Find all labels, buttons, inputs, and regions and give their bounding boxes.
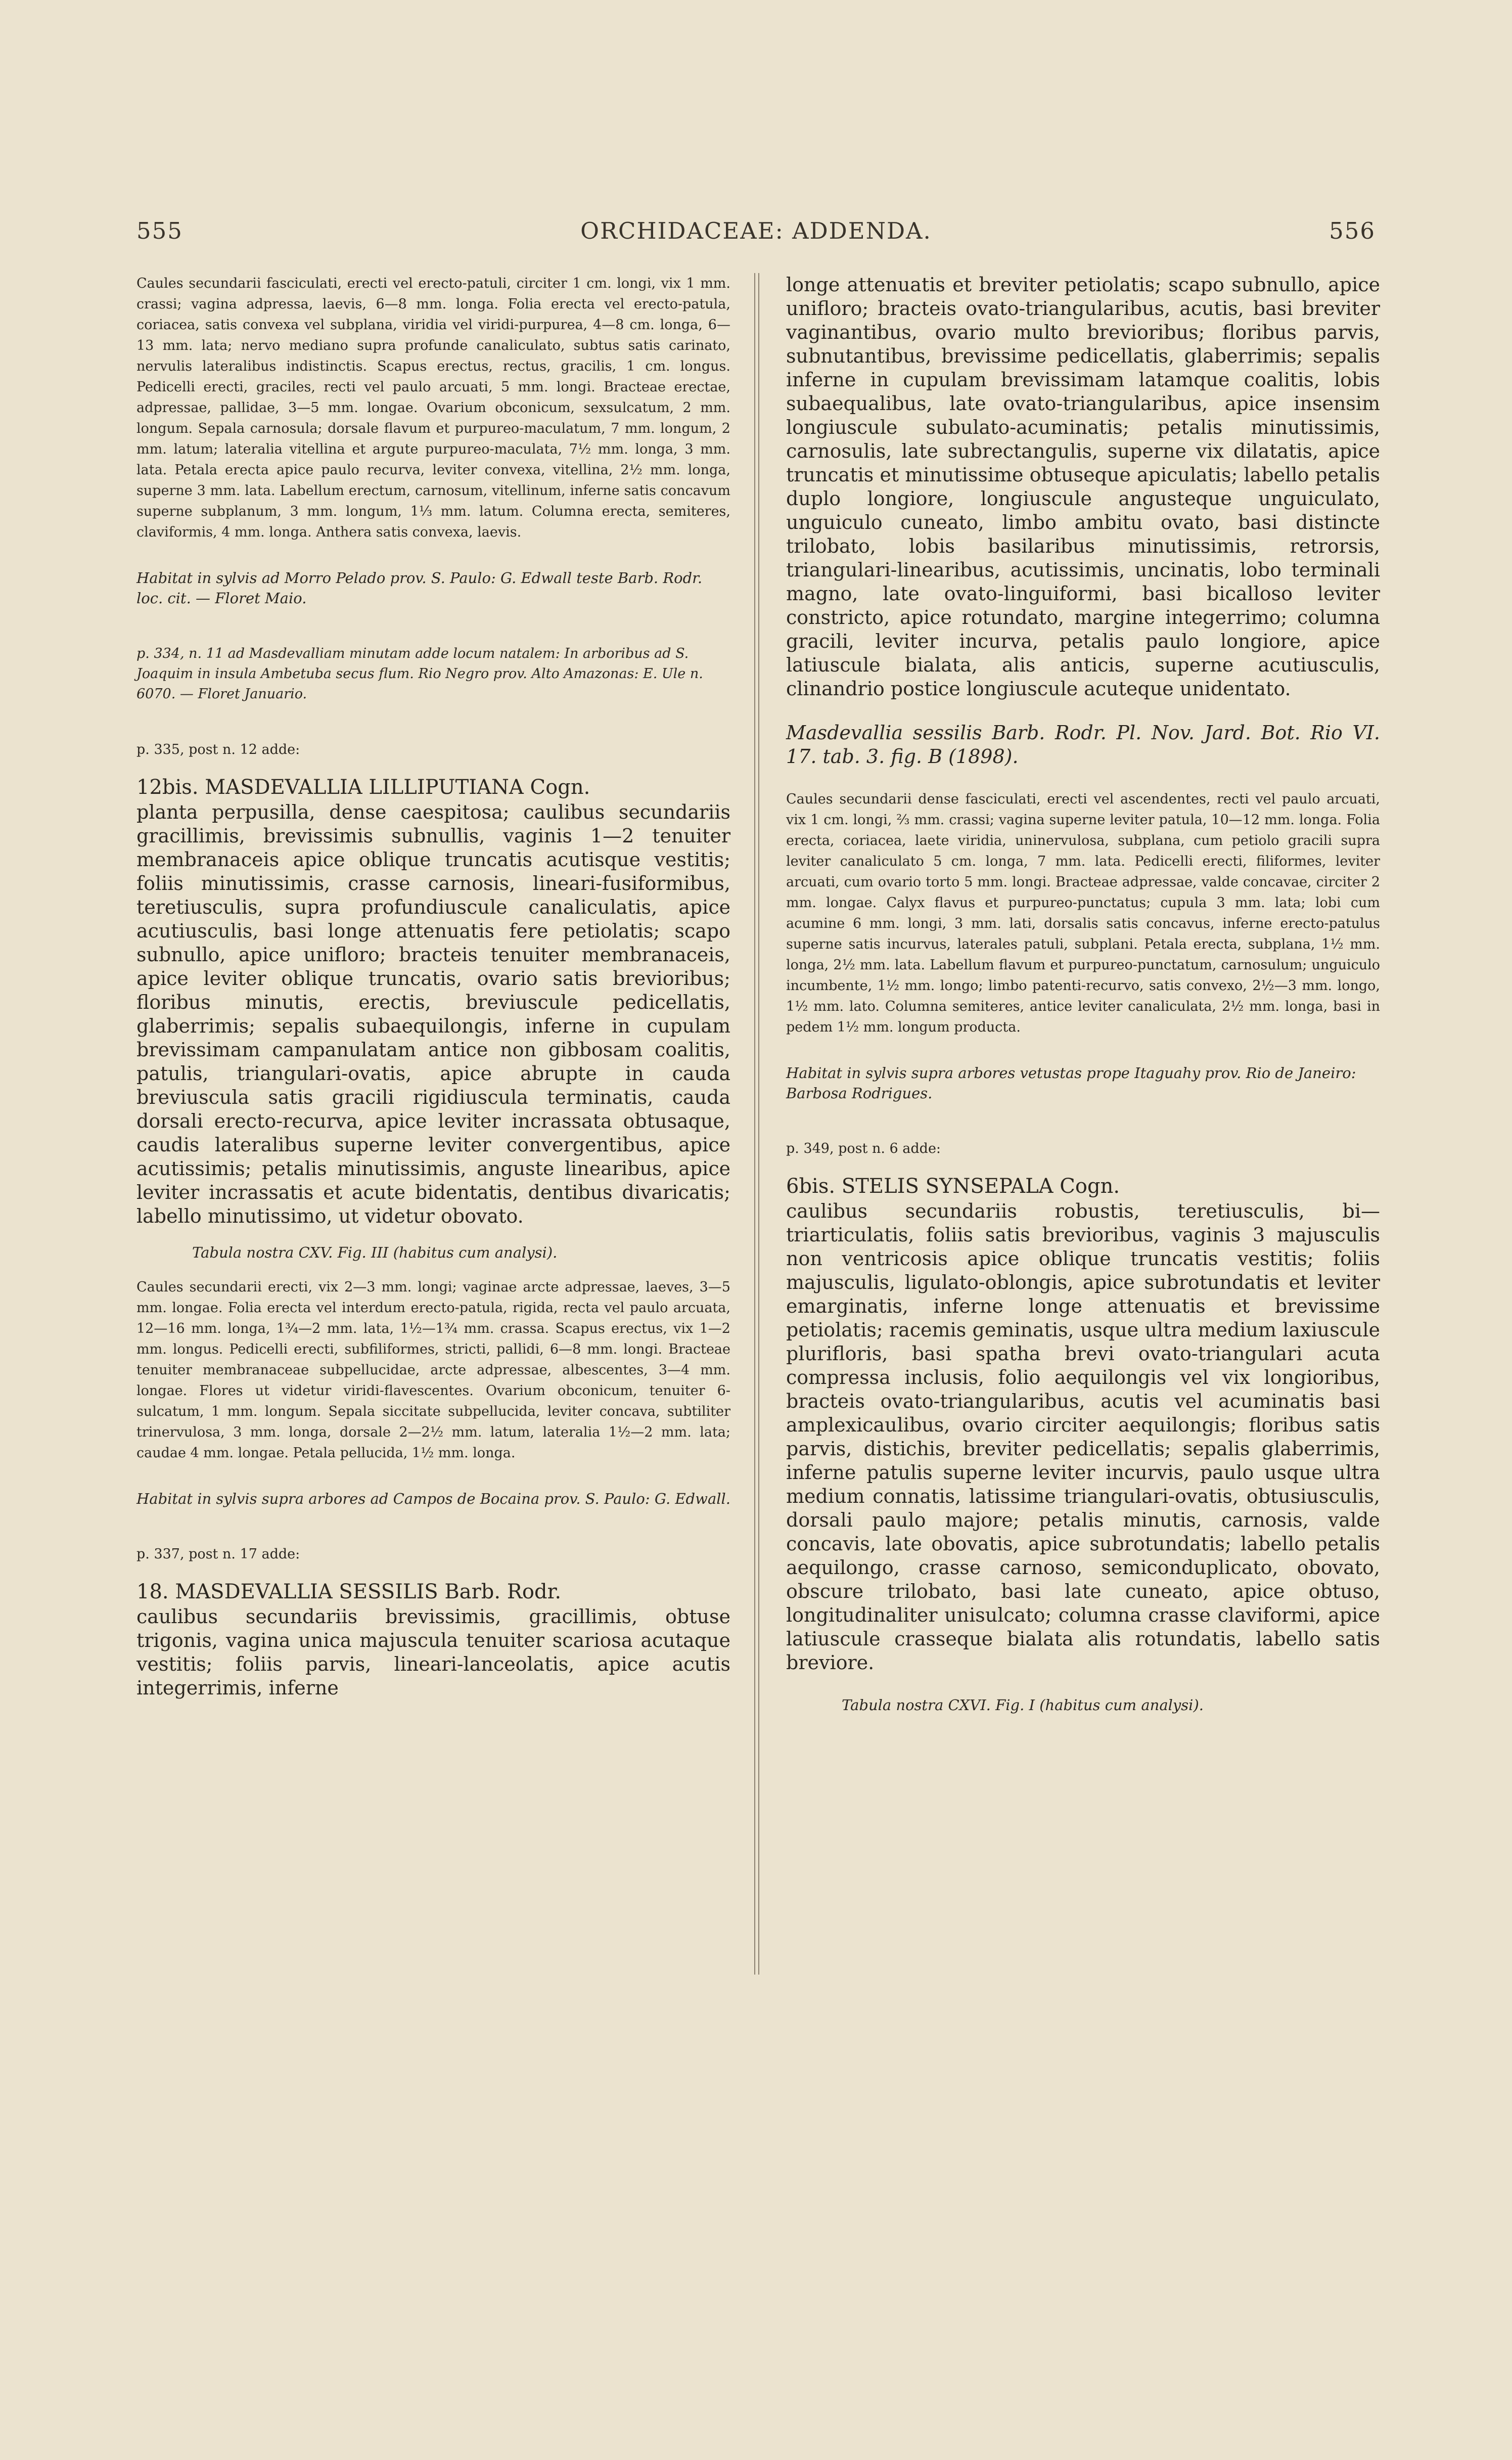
habitat-note: Habitat in sylvis supra arbores vetustas prope Itaguahy prov. Rio de Janeiro: Barbosa Rodrigues.	[786, 1064, 1356, 1102]
description-paragraph: Caules secundarii fasciculati, erecti vel erecto-patuli, circiter 1 cm. longi, vix 1 mm. crassi; vagina adpressa, laevis, 6—8 mm. longa. Folia erecta vel erecto-patula, coriacea, satis convexa vel subplana, viridia vel viridi-purpurea, 4—8 cm. longa, 6—13 mm. lata; nervo mediano supra profunde canaliculato, subtus satis carinato, nervulis lateralibus indistinctis. Scapus erectus, rectus, gracilis, 1 cm. longus. Pedicelli erecti, graciles, recti vel paulo arcuati, 5 mm. longi. Bracteae erectae, adpressae, pallidae, 3—5 mm. longae. Ovarium obconicum, sexsulcatum, 2 mm. longum. Sepala carnosula; dorsale flavum et purpureo-maculatum, 7 mm. longum, 2 mm. latum; lateralia vitellina et argute purpureo-maculata, 7½ mm. longa, 3 mm. lata. Petala erecta apice paulo recurva, leviter convexa, vitellina, 2½ mm. longa, superne 3 mm. lata. Labellum erectum, carnosum, vitellinum, inferne satis concavum superne subplanum, 3 mm. longum, 1⅓ mm. latum. Columna erecta, semiteres, claviformis, 4 mm. longa. Anthera satis convexa, laevis.	[136, 276, 730, 540]
species-heading: 6bis. STELIS SYNSEPALA Cogn.	[786, 1175, 1120, 1198]
left-column	[136, 273, 730, 1700]
page-header	[136, 217, 1376, 253]
addendum-reference: p. 334, n. 11 ad Masdevalliam minutam adde locum natalem: In arboribus ad S. Joaquim in insula Ambetuba secus flum. Rio Negro prov. Alto Amazonas: E. Ule n. 6070. — Floret Januario.	[136, 646, 703, 702]
habitat-note: Habitat in sylvis ad Morro Pelado prov. S. Paulo: G. Edwall teste Barb. Rodr. loc. cit. — Floret Maio.	[136, 569, 703, 607]
species-description: planta perpusilla, dense caespitosa; caulibus secundariis gracillimis, brevissimis subnullis, vaginis 1—2 tenuiter membranaceis apice oblique truncatis acutisque vestitis; foliis minutissimis, crasse carnosis, lineari-fusiformibus, teretiusculis, supra profundiuscule canaliculatis, apice acutiusculis, basi longe attenuatis fere petiolatis; scapo subnullo, apice unifloro; bracteis tenuiter membranaceis, apice leviter oblique truncatis, ovario satis brevioribus; floribus minutis, erectis, breviuscule pedicellatis, glaberrimis; sepalis subaequilongis, inferne in cupulam brevissimam campanulatam antice non gibbosam coalitis, patulis, triangulari-ovatis, apice abrupte in cauda breviuscula satis gracili rigidiuscula terminatis, cauda dorsali erecto-recurva, apice leviter incrassata obtusaque, caudis lateralibus superne leviter convergentibus, apice acutissimis; petalis minutissimis, anguste linearibus, apice leviter incrassatis et acute bidentatis, dentibus divaricatis; labello minutissimo, ut videtur obovato.	[136, 801, 730, 1227]
description-paragraph: Caules secundarii erecti, vix 2—3 mm. longi; vaginae arcte adpressae, laeves, 3—5 mm. longae. Folia erecta vel interdum erecto-patula, rigida, recta vel paulo arcuata, 12—16 mm. longa, 1¾—2 mm. lata, 1½—1¾ mm. crassa. Scapus erectus, vix 1—2 mm. longus. Pedicelli erecti, subfiliformes, stricti, pallidi, 6—8 mm. longi. Bracteae tenuiter membranaceae subpellucidae, arcte adpressae, albescentes, 3—4 mm. longae. Flores ut videtur viridi-flavescentes. Ovarium obconicum, tenuiter 6-sulcatum, 1 mm. longum. Sepala siccitate subpellucida, leviter concava, subtiliter trinervulosa, 3 mm. longa, dorsale 2—2½ mm. latum, lateralia 1½—2 mm. lata; caudae 4 mm. longae. Petala pellucida, 1½ mm. longa.	[136, 1279, 730, 1461]
species-heading: 12bis. MASDEVALLIA LILLIPUTIANA Cogn.	[136, 776, 590, 799]
species-description: longe attenuatis et breviter petiolatis; scapo subnullo, apice unifloro; bracteis ovato-triangularibus, acutis, basi breviter vaginantibus, ovario multo brevioribus; floribus parvis, subnutantibus, brevissime pedicellatis, glaberrimis; sepalis inferne in cupulam brevissimam latamque coalitis, lobis subaequalibus, late ovato-triangularibus, apice insensim longiuscule subulato-acuminatis; petalis minutissimis, carnosulis, late subrectangulis, superne vix dilatatis, apice truncatis et minutissime obtuseque apiculatis; labello petalis duplo longiore, longiuscule angusteque unguiculato, unguiculo cuneato, limbo ambitu ovato, basi distincte trilobato, lobis basilaribus minutissimis, retrorsis, triangulari-linearibus, acutissimis, uncinatis, lobo terminali magno, late ovato-linguiformi, basi bicalloso leviter constricto, apice rotundato, margine integerrimo; columna gracili, leviter incurva, petalis paulo longiore, apice latiuscule bialata, alis anticis, superne acutiusculis, clinandrio postice longiuscule acuteque unidentato.	[786, 274, 1380, 700]
species-heading: 18. MASDEVALLIA SESSILIS Barb. Rodr.	[136, 1580, 562, 1603]
page-number-right: 556	[1329, 217, 1376, 244]
column-divider	[754, 273, 759, 1975]
plate-reference: Tabula nostra CXVI. Fig. I (habitus cum analysi).	[842, 1696, 1204, 1714]
synonym-citation: Masdevallia sessilis Barb. Rodr. Pl. Nov. Jard. Bot. Rio VI. 17. tab. 3. fig. B (1898).	[786, 722, 1380, 768]
addendum-reference: p. 349, post n. 6 adde:	[786, 1141, 941, 1156]
running-title: ORCHIDACEAE: ADDENDA.	[580, 217, 932, 244]
description-paragraph: Caules secundarii dense fasciculati, erecti vel ascendentes, recti vel paulo arcuati, vix 1 cm. longi, ⅔ mm. crassi; vagina superne leviter patula, 10—12 mm. longa. Folia erecta, coriacea, laete viridia, uninervulosa, subplana, cum petiolo gracili supra leviter canaliculato 5 cm. longa, 7 mm. lata. Pedicelli erecti, filiformes, leviter arcuati, cum ovario torto 5 mm. longi. Bracteae adpressae, valde concavae, circiter 2 mm. longae. Calyx flavus et purpureo-punctatus; cupula 3 mm. lata; lobi cum acumine 6 mm. longi, 3 mm. lati, dorsalis satis concavus, inferne erecto-patulus superne satis incurvus, laterales patuli, subplani. Petala erecta, subplana, 1½ mm. longa, 2½ mm. lata. Labellum flavum et purpureo-punctatum, carnosulum; unguiculo incumbente, 1½ mm. longo; limbo patenti-recurvo, satis convexo, 2½—3 mm. longo, 1½ mm. lato. Columna semiteres, antice leviter canaliculata, 2½ mm. longa, basi in pedem 1½ mm. longum producta.	[786, 791, 1380, 1035]
page-number-left: 555	[136, 217, 183, 244]
species-description: caulibus secundariis robustis, teretiusculis, bi—triarticulatis, foliis satis brevioribus, vaginis 3 majusculis non ventricosis apice oblique truncatis vestitis; foliis majusculis, ligulato-oblongis, apice subrotundatis et leviter emarginatis, inferne longe attenuatis et brevissime petiolatis; racemis geminatis, usque ultra medium laxiuscule plurifloris, basi spatha brevi ovato-triangulari acuta compressa inclusis, folio aequilongis vel vix longioribus, bracteis ovato-triangularibus, acutis vel acuminatis basi amplexicaulibus, ovario circiter aequilongis; floribus satis parvis, distichis, breviter pedicellatis; sepalis glaberrimis, inferne patulis superne leviter incurvis, paulo usque ultra medium connatis, latissime triangulari-ovatis, obtusiusculis, dorsali paulo majore; petalis minutis, carnosis, valde concavis, late obovatis, apice subrotundatis; labello petalis aequilongo, crasse carnoso, semiconduplicato, obovato, obscure trilobato, basi late cuneato, apice obtuso, longitudinaliter unisulcato; columna crasse claviformi, apice latiuscule crasseque bialata alis rotundatis, labello satis breviore.	[786, 1200, 1380, 1674]
addendum-reference: p. 337, post n. 17 adde:	[136, 1546, 300, 1562]
habitat-note: Habitat in sylvis supra arbores ad Campos de Bocaina prov. S. Paulo: G. Edwall.	[136, 1490, 730, 1507]
plate-reference: Tabula nostra CXV. Fig. III (habitus cum analysi).	[192, 1244, 558, 1261]
right-column	[786, 273, 1380, 1715]
addendum-reference: p. 335, post n. 12 adde:	[136, 742, 300, 757]
species-description: caulibus secundariis brevissimis, gracillimis, obtuse trigonis, vagina unica majuscula tenuiter scariosa acutaque vestitis; foliis parvis, lineari-lanceolatis, apice acutis integerrimis, inferne	[136, 1605, 730, 1699]
